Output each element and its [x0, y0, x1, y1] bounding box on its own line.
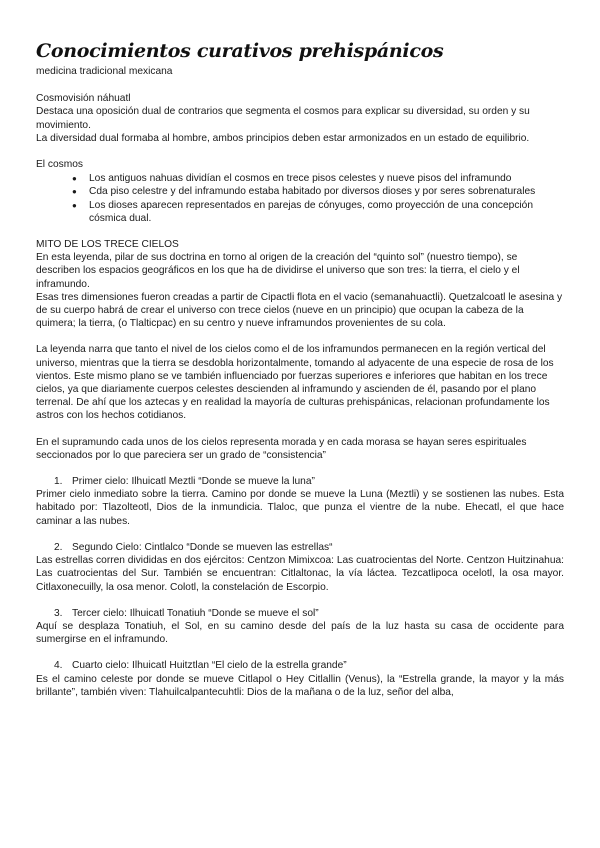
- section-cosmovision: [36, 92, 564, 145]
- cielo-2: [36, 541, 564, 594]
- paragraph: En el supramundo cada unos de los cielos representa morada y en cada morasa se hayan seres espirituales seccionados por lo que pareciera ser un grado de “consistencia”: [36, 436, 527, 461]
- paragraph: En esta leyenda, pilar de sus doctrina en torno al origen de la creación del “quinto sol” (nuestro tiempo), se describen los espacios geográficos en los que ha de dividirse el universo que son tres: la tierra, el cielo y el inframundo.: [36, 252, 520, 290]
- cielo-3: [36, 607, 564, 647]
- paragraph: Las estrellas corren divididas en dos ejércitos: Centzon Mimixcoa: Las cuatrocientas del Norte. Centzon Huitzinahua: Las cuatrocientas del Sur. También se encuentran: Citlaltonac, la vía láctea. Tezcatlipoca ocelotl, la osa mayor. Citlaxonecuilly, la osa menor. Colotl, la constelación de Escorpio.: [36, 555, 564, 593]
- paragraph: La diversidad dual formaba al hombre, ambos principios deben estar armonizados en un estado de equilibrio.: [36, 132, 530, 144]
- list-item: ● Los antiguos nahuas dividían el cosmos en trece pisos celestes y nueve pisos del inframundo: [72, 173, 512, 185]
- paragraph: Es el camino celeste por donde se mueve Citlapol o Hey Citlallin (Venus), la “Estrella grande, la mayor y la más brillante”, también viven: Tlahuilcalpantecuhtli: Dios de la mañana o de la luz, señor del alba,: [36, 673, 564, 698]
- bullet-icon: ●: [72, 174, 77, 184]
- document-title: Conocimientos curativos prehispánicos: [36, 40, 444, 62]
- paragraph: Esas tres dimensiones fueron creadas a partir de Cipactli flota en el vacio (semanahuactli). Quetzalcoatl le asesina y de su cuerpo habrá de crear el universo con trece cielos (nueve en un principio) que ocupan la cabeza de la quimera; la tierra, (o Tlalticpac) en su centro y nueve inframundos provenientes de su cola.: [36, 291, 563, 330]
- paragraph: Primer cielo inmediato sobre la tierra. Camino por donde se mueve la Luna (Meztli) y se sostienen las nubes. Esta habitado por: Tlazolteotl, Dios de la inmundicia. Tlaloc, que punza el vientre de la nube. Ehecatl, el que hace caminar a las nubes.: [36, 489, 564, 527]
- document-subtitle: medicina tradicional mexicana: [36, 66, 173, 77]
- bullet-list: [36, 172, 564, 225]
- section-mito: [36, 238, 564, 330]
- section-heading-mito: MITO DE LOS TRECE CIELOS: [36, 239, 179, 251]
- numbered-heading: 3. Tercer cielo: Ilhuicatl Tonatiuh “Donde se mueve el sol”: [54, 607, 319, 619]
- list-item: ● Cda piso celestre y del inframundo estaba habitado por diversos dioses y por seres sobrenaturales: [72, 186, 536, 198]
- cielo-4: [36, 659, 564, 699]
- bullet-icon: ●: [72, 200, 77, 210]
- paragraph: Destaca una oposición dual de contrarios que segmenta el cosmos para explicar su diversidad, su orden y su movimiento.: [36, 106, 530, 131]
- section-heading-cosmos: El cosmos: [36, 159, 83, 171]
- bullet-icon: ●: [72, 187, 77, 197]
- numbered-heading: 2. Segundo Cielo: Cintlalco “Donde se mueven las estrellas“: [54, 541, 333, 553]
- section-cosmos: [36, 158, 564, 225]
- paragraph: La leyenda narra que tanto el nivel de los cielos como el de los inframundos permanecen en la región vertical del universo, mientras que la tierra se desdobla horizontalmente, tomando al adyacente de una especie de rosa de los vientos. Este mismo plano se ve también influenciado por fuerzas superiores e inferiores que habitan en los trece cielos, ya que diariamente cuerpos celestes descienden al inframundo y ascienden de él, pasando por el plano terrenal. De ahí que los aztecas y en realidad la mayoría de culturas prehispánicas, relacionan profundamente los astros con los hechos cotidianos.: [36, 344, 554, 422]
- section-mito-continued: [36, 343, 564, 422]
- section-supramundo: [36, 436, 564, 462]
- paragraph: Aquí se desplaza Tonatiuh, el Sol, en su camino desde del país de la luz hasta su casa de occidente para sumergirse en el inframundo.: [36, 620, 564, 646]
- numbered-heading: 1. Primer cielo: Ilhuicatl Meztli “Donde se mueve la luna”: [54, 476, 315, 488]
- cielo-1: [36, 475, 564, 528]
- section-heading-cosmovision: Cosmovisión náhuatl: [36, 93, 131, 105]
- numbered-heading: 4. Cuarto cielo: Ilhuicatl Huitztlan “El cielo de la estrella grande”: [54, 660, 347, 672]
- list-item: ● Los dioses aparecen representados en parejas de cónyuges, como proyección de una concepción cósmica dual.: [72, 199, 534, 224]
